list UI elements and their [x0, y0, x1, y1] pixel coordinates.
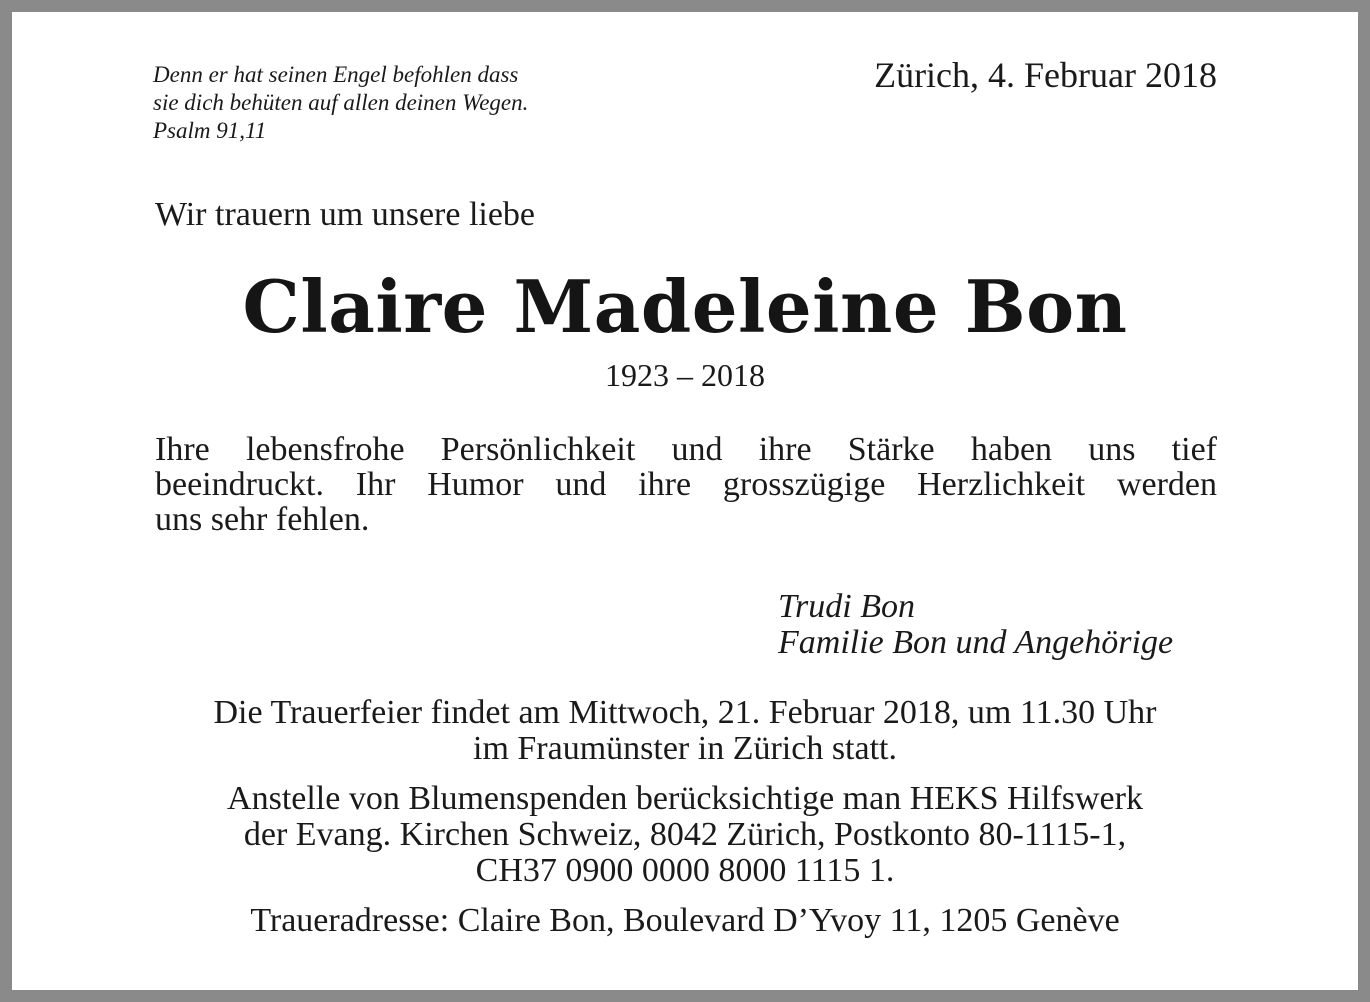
life-years: 1923 – 2018 [605, 357, 765, 393]
verse-line: Denn er hat seinen Engel befohlen dass [153, 62, 519, 87]
ceremony-info [0, 695, 1370, 767]
donation-line: CH37 0900 0000 8000 1115 1. [475, 852, 895, 889]
tribute-text [155, 432, 1217, 537]
ceremony-line: Die Trauerfeier findet am Mittwoch, 21. Februar 2018, um 11.30 Uhr [213, 694, 1157, 731]
bible-verse [153, 61, 713, 145]
signer: Familie Bon und Angehörige [778, 624, 1174, 661]
verse-line: sie dich behüten auf allen deinen Wegen. [153, 90, 529, 115]
intro-text: Wir trauern um unsere liebe [155, 196, 536, 233]
deceased-name: Claire Madeleine Bon [242, 264, 1128, 349]
tribute-line: Ihre lebensfrohe Persönlichkeit und ihre Stärke haben uns tief [155, 431, 1217, 468]
donation-line: der Evang. Kirchen Schweiz, 8042 Zürich, Postkonto 80-1115-1, [243, 816, 1127, 853]
tribute-line: beeindruckt. Ihr Humor und ihre grosszügige Herzlichkeit werden [155, 466, 1217, 503]
ceremony-line: im Fraumünster in Zürich statt. [473, 730, 897, 767]
place-date: Zürich, 4. Februar 2018 [874, 55, 1217, 95]
signers [778, 589, 1173, 661]
signer: Trudi Bon [778, 588, 915, 625]
donation-info [0, 781, 1370, 889]
donation-line: Anstelle von Blumenspenden berücksichtige man HEKS Hilfswerk [227, 780, 1143, 817]
verse-reference: Psalm 91,11 [153, 118, 267, 143]
tribute-line: uns sehr fehlen. [155, 501, 370, 538]
mourning-address: Traueradresse: Claire Bon, Boulevard D’Yvoy 11, 1205 Genève [250, 902, 1120, 939]
